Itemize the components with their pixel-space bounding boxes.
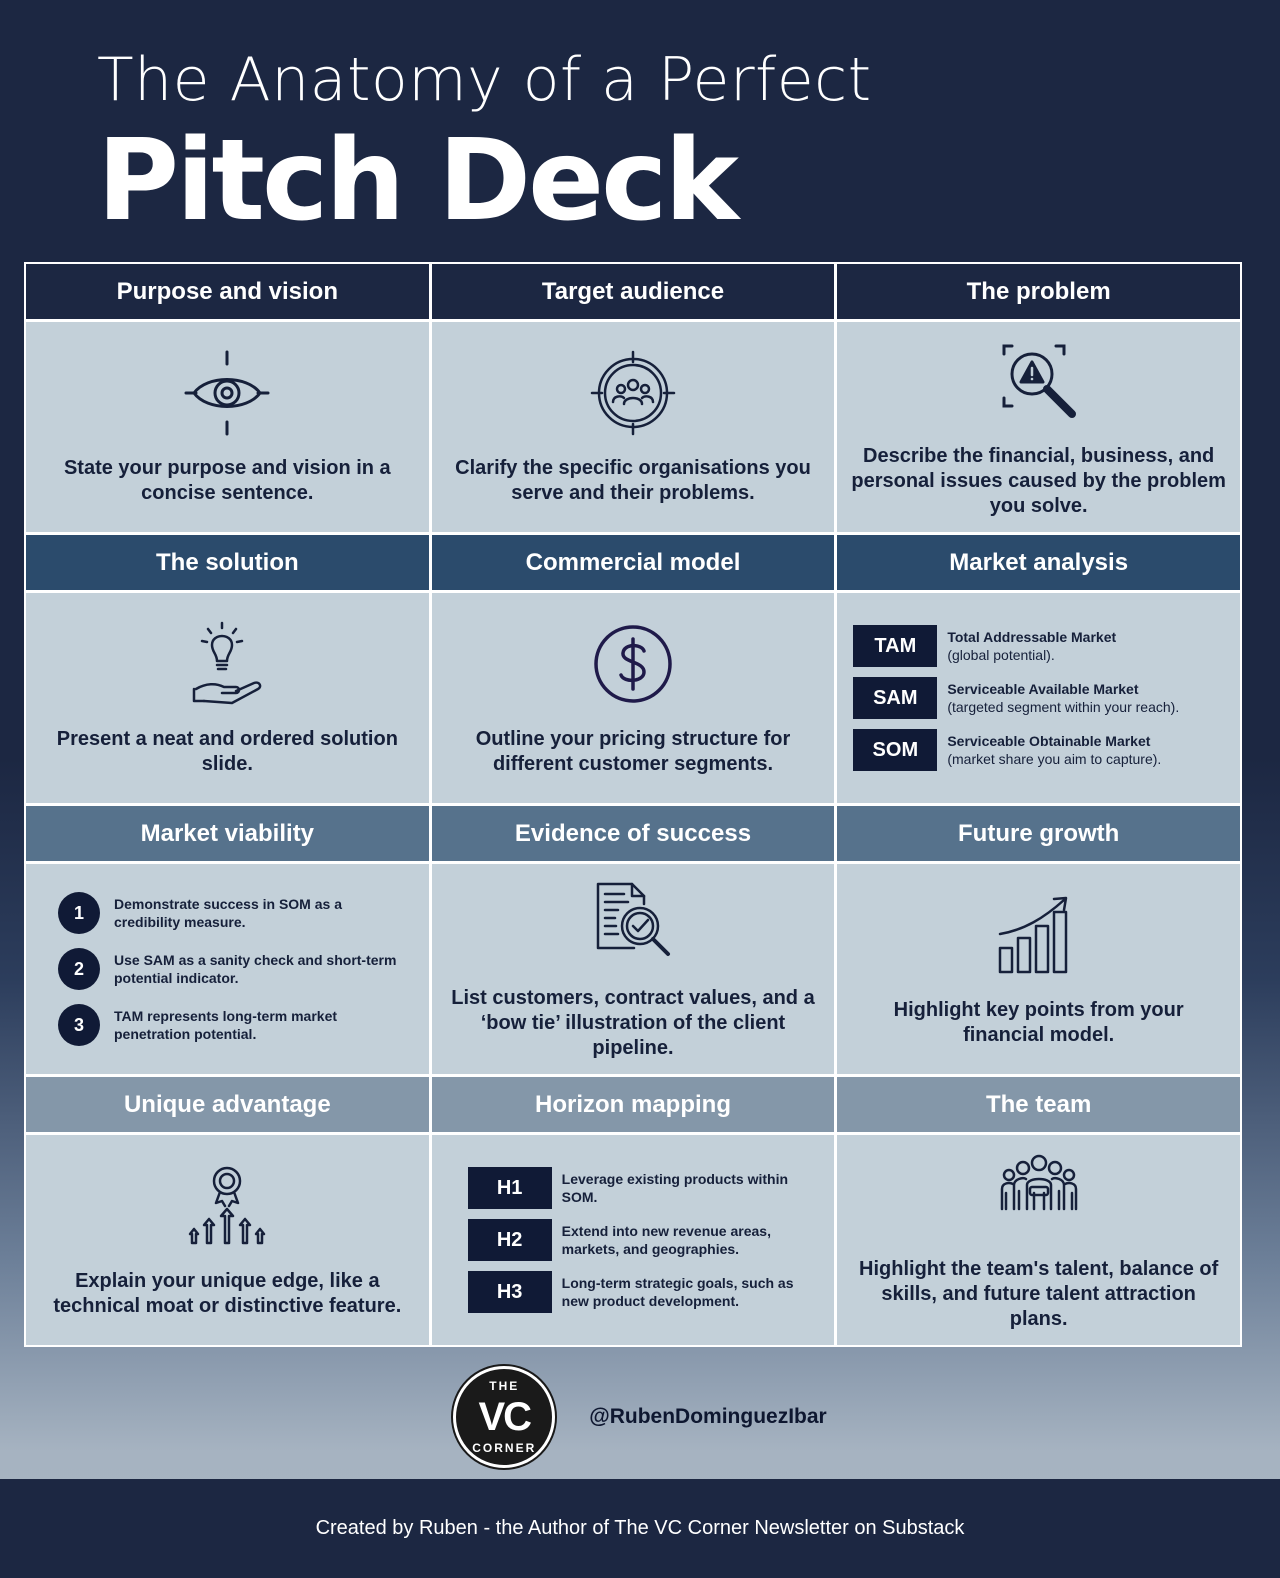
card-heading: Purpose and vision xyxy=(26,264,429,322)
award-arrows-icon xyxy=(179,1161,275,1251)
tier-badge: SAM xyxy=(853,677,937,719)
card-description: Outline your pricing structure for different customer segments. xyxy=(475,728,791,775)
list-item-text: TAM represents long-term market penetration potential. xyxy=(114,1008,338,1042)
list-item xyxy=(58,948,397,990)
list-item xyxy=(58,892,397,934)
number-badge: 1 xyxy=(58,892,100,934)
card-the-solution xyxy=(26,535,429,803)
tier-title: Total Addressable Market xyxy=(947,629,1117,645)
card-horizon-mapping xyxy=(432,1077,835,1345)
audience-crosshair-icon xyxy=(585,348,681,438)
logo-mark: VC xyxy=(478,1394,531,1439)
card-heading: Market viability xyxy=(26,806,429,864)
horizon-tier-h3 xyxy=(468,1271,799,1313)
tier-title: Extend into new revenue areas, markets, and geographies. xyxy=(561,1223,771,1257)
viability-list xyxy=(40,892,415,1046)
warning-magnifier-icon xyxy=(991,336,1087,426)
logo-top-text: THE xyxy=(489,1379,520,1393)
social-handle[interactable]: @RubenDominguezIbar xyxy=(589,1405,827,1428)
card-future-growth xyxy=(837,806,1240,1074)
card-heading: The problem xyxy=(837,264,1240,322)
card-description: Present a neat and ordered solution slide. xyxy=(56,728,398,775)
card-description: Highlight key points from your financial model. xyxy=(893,999,1184,1046)
horizon-tier-h2 xyxy=(468,1219,799,1261)
card-heading: The solution xyxy=(26,535,429,593)
list-item-text: Use SAM as a sanity check and short-term potential indicator. xyxy=(114,952,397,986)
card-heading: Evidence of success xyxy=(432,806,835,864)
card-description: State your purpose and vision in a concise sentence. xyxy=(63,457,391,504)
title-line1: The Anatomy of a Perfect xyxy=(97,45,872,115)
card-heading: Commercial model xyxy=(432,535,835,593)
horizon-tier-h1 xyxy=(468,1167,799,1209)
horizon-tier-list xyxy=(446,1167,821,1313)
team-group-icon xyxy=(991,1149,1087,1239)
tier-sub: (market share you aim to capture). xyxy=(947,751,1162,767)
market-tier-list xyxy=(851,625,1226,771)
dollar-circle-icon xyxy=(585,619,681,709)
tier-badge: H2 xyxy=(468,1219,552,1261)
tier-badge: H3 xyxy=(468,1271,552,1313)
card-heading: Horizon mapping xyxy=(432,1077,835,1135)
number-badge: 3 xyxy=(58,1004,100,1046)
tier-sub: (global potential). xyxy=(947,647,1055,663)
tier-sub: (targeted segment within your reach). xyxy=(947,699,1180,715)
document-check-magnifier-icon xyxy=(585,878,681,968)
card-market-viability xyxy=(26,806,429,1074)
tier-badge: TAM xyxy=(853,625,937,667)
card-the-team xyxy=(837,1077,1240,1345)
market-tier-sam xyxy=(853,677,1224,719)
card-description: Highlight the team's talent, balance of skills, and future talent attraction plans. xyxy=(859,1257,1219,1330)
list-item-text: Demonstrate success in SOM as a credibility measure. xyxy=(114,896,342,930)
tier-title: Serviceable Available Market xyxy=(947,681,1139,697)
card-commercial-model xyxy=(432,535,835,803)
card-heading: Unique advantage xyxy=(26,1077,429,1135)
tier-badge: SOM xyxy=(853,729,937,771)
card-evidence-of-success xyxy=(432,806,835,1074)
pitch-deck-grid xyxy=(24,262,1242,1347)
market-tier-som xyxy=(853,729,1224,771)
card-target-audience xyxy=(432,264,835,532)
title-block xyxy=(97,42,872,246)
tier-badge: H1 xyxy=(468,1167,552,1209)
card-description: Clarify the specific organisations you serve and their problems. xyxy=(455,457,811,504)
attribution-row xyxy=(0,1362,1280,1472)
number-badge: 2 xyxy=(58,948,100,990)
footer-credit: Created by Ruben - the Author of The VC Corner Newsletter on Substack xyxy=(0,1479,1280,1578)
card-market-analysis xyxy=(837,535,1240,803)
card-heading: Market analysis xyxy=(837,535,1240,593)
card-description: List customers, contract values, and a ‘bow tie’ illustration of the client pipeline. xyxy=(451,986,815,1059)
vc-corner-logo xyxy=(453,1366,555,1468)
card-description: Explain your unique edge, like a technical moat or distinctive feature. xyxy=(53,1270,402,1317)
tier-title: Long-term strategic goals, such as new product development. xyxy=(561,1275,794,1309)
eye-target-icon xyxy=(179,348,275,438)
card-unique-advantage xyxy=(26,1077,429,1345)
tier-title: Serviceable Obtainable Market xyxy=(947,733,1151,749)
card-description: Describe the financial, business, and personal issues caused by the problem you solve. xyxy=(851,444,1226,517)
market-tier-tam xyxy=(853,625,1224,667)
tier-title: Leverage existing products within SOM. xyxy=(561,1171,789,1205)
card-heading: Target audience xyxy=(432,264,835,322)
lightbulb-hand-icon xyxy=(179,619,275,709)
card-heading: The team xyxy=(837,1077,1240,1135)
list-item xyxy=(58,1004,397,1046)
logo-bottom-text: CORNER xyxy=(472,1441,537,1455)
card-heading: Future growth xyxy=(837,806,1240,864)
title-line2: Pitch Deck xyxy=(97,116,736,246)
growth-chart-icon xyxy=(991,890,1087,980)
card-the-problem xyxy=(837,264,1240,532)
card-purpose xyxy=(26,264,429,532)
